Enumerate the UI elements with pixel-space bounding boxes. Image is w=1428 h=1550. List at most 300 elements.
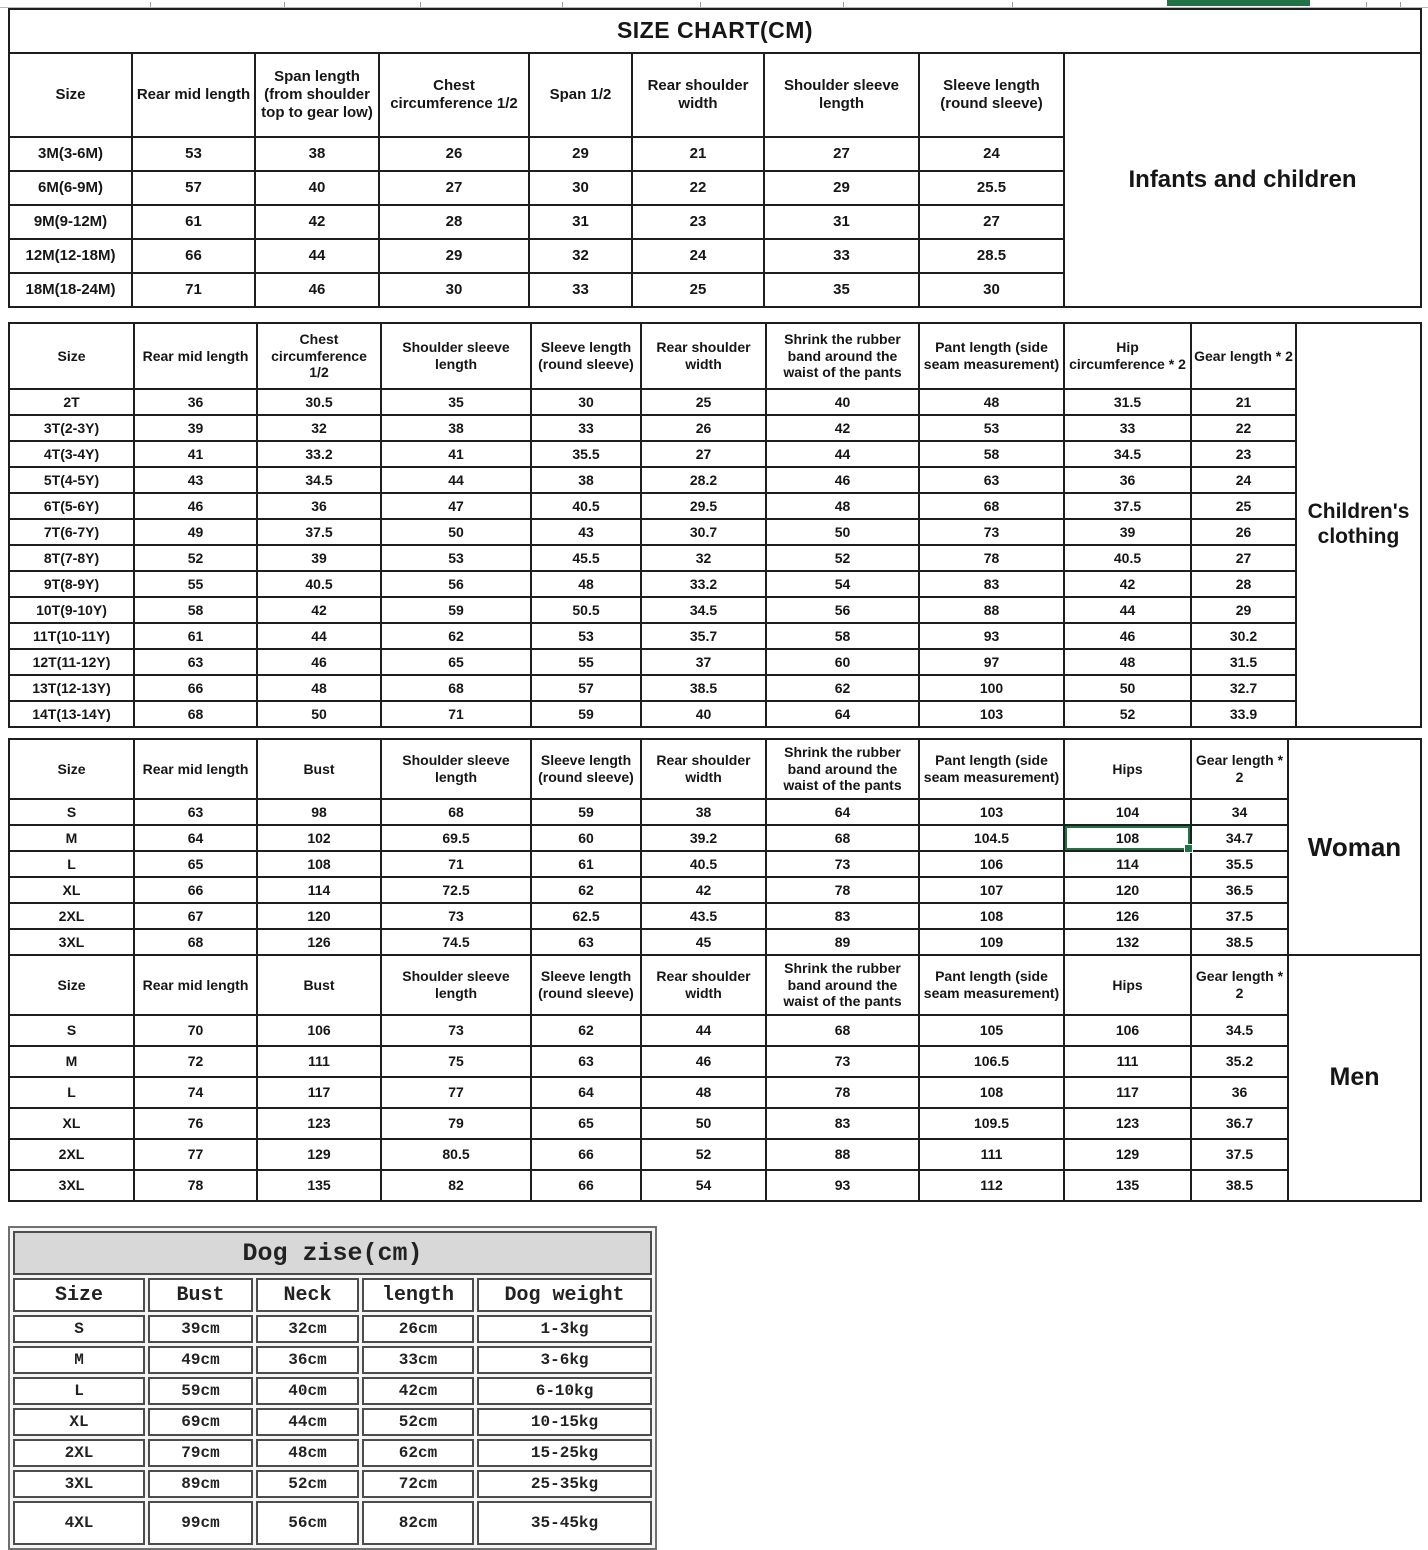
value-cell: 52 xyxy=(766,545,919,571)
value-cell: 54 xyxy=(641,1170,766,1201)
value-cell: 46 xyxy=(257,649,381,675)
column-header: Gear length * 2 xyxy=(1191,955,1288,1015)
column-header: Shrink the rubber band around the waist of the pants xyxy=(766,739,919,799)
value-cell: 23 xyxy=(632,205,764,239)
value-cell: 25-35kg xyxy=(477,1470,652,1498)
table-row xyxy=(9,597,1421,623)
value-cell: 42 xyxy=(766,415,919,441)
value-cell: 25.5 xyxy=(919,171,1064,205)
value-cell: 37.5 xyxy=(1064,493,1191,519)
value-cell: 75 xyxy=(381,1046,531,1077)
value-cell: 53 xyxy=(381,545,531,571)
column-header: Size xyxy=(9,323,134,389)
column-header: Hips xyxy=(1064,739,1191,799)
value-cell: 29 xyxy=(1191,597,1296,623)
size-cell: L xyxy=(13,1377,145,1405)
value-cell: 48 xyxy=(641,1077,766,1108)
children-size-table xyxy=(8,322,1422,728)
size-chart-title: SIZE CHART(CM) xyxy=(9,9,1421,53)
value-cell: 76 xyxy=(134,1108,257,1139)
column-header: Pant length (side seam measurement) xyxy=(919,739,1064,799)
column-header: Shoulder sleeve length xyxy=(381,739,531,799)
size-cell: 11T(10-11Y) xyxy=(9,623,134,649)
value-cell: 123 xyxy=(257,1108,381,1139)
column-header: length xyxy=(362,1278,474,1312)
size-cell: 7T(6-7Y) xyxy=(9,519,134,545)
value-cell: 40 xyxy=(641,701,766,727)
header-row xyxy=(9,323,1421,389)
value-cell: 38.5 xyxy=(1191,1170,1288,1201)
value-cell: 41 xyxy=(134,441,257,467)
value-cell: 48 xyxy=(919,389,1064,415)
column-header: Shoulder sleeve length xyxy=(381,955,531,1015)
value-cell: 104 xyxy=(1064,799,1191,825)
value-cell: 106.5 xyxy=(919,1046,1064,1077)
value-cell: 43.5 xyxy=(641,903,766,929)
value-cell: 77 xyxy=(134,1139,257,1170)
size-cell: S xyxy=(9,1015,134,1046)
value-cell: 53 xyxy=(132,137,255,171)
value-cell: 52cm xyxy=(362,1408,474,1436)
value-cell: 114 xyxy=(257,877,381,903)
value-cell: 31 xyxy=(764,205,919,239)
table-row xyxy=(9,701,1421,727)
header-row xyxy=(9,955,1421,1015)
value-cell: 62cm xyxy=(362,1439,474,1467)
value-cell: 34 xyxy=(1191,799,1288,825)
value-cell: 54 xyxy=(766,571,919,597)
value-cell: 40cm xyxy=(256,1377,359,1405)
value-cell: 129 xyxy=(1064,1139,1191,1170)
dog-size-table xyxy=(8,1226,657,1550)
table-row xyxy=(9,493,1421,519)
value-cell: 23 xyxy=(1191,441,1296,467)
value-cell: 49 xyxy=(134,519,257,545)
value-cell: 66 xyxy=(132,239,255,273)
value-cell: 65 xyxy=(531,1108,641,1139)
value-cell: 48 xyxy=(1064,649,1191,675)
value-cell: 64 xyxy=(531,1077,641,1108)
selection-extent-indicator xyxy=(1167,0,1310,6)
value-cell: 58 xyxy=(766,623,919,649)
value-cell: 40.5 xyxy=(1064,545,1191,571)
column-header: Sleeve length (round sleeve) xyxy=(531,739,641,799)
value-cell: 24 xyxy=(1191,467,1296,493)
value-cell: 40.5 xyxy=(257,571,381,597)
value-cell: 44 xyxy=(255,239,379,273)
column-header: Dog weight xyxy=(477,1278,652,1312)
table-row xyxy=(9,519,1421,545)
value-cell: 37.5 xyxy=(257,519,381,545)
value-cell: 37 xyxy=(641,649,766,675)
value-cell: 33.2 xyxy=(257,441,381,467)
value-cell: 103 xyxy=(919,701,1064,727)
value-cell: 106 xyxy=(257,1015,381,1046)
size-cell: 3XL xyxy=(9,929,134,955)
size-cell: 4T(3-4Y) xyxy=(9,441,134,467)
value-cell: 58 xyxy=(919,441,1064,467)
value-cell: 36 xyxy=(1064,467,1191,493)
value-cell: 69cm xyxy=(148,1408,253,1436)
column-header: Shrink the rubber band around the waist of the pants xyxy=(766,955,919,1015)
value-cell: 104.5 xyxy=(919,825,1064,851)
value-cell: 97 xyxy=(919,649,1064,675)
column-header: Rear shoulder width xyxy=(641,323,766,389)
value-cell: 45 xyxy=(641,929,766,955)
value-cell: 67 xyxy=(134,903,257,929)
value-cell: 52 xyxy=(134,545,257,571)
value-cell: 59 xyxy=(531,701,641,727)
size-cell: 2T xyxy=(9,389,134,415)
value-cell: 40 xyxy=(766,389,919,415)
value-cell: 69.5 xyxy=(381,825,531,851)
value-cell: 6-10kg xyxy=(477,1377,652,1405)
value-cell: 39 xyxy=(1064,519,1191,545)
value-cell: 77 xyxy=(381,1077,531,1108)
size-cell: XL xyxy=(9,1108,134,1139)
table-row xyxy=(9,649,1421,675)
value-cell: 27 xyxy=(1191,545,1296,571)
size-cell: 3XL xyxy=(13,1470,145,1498)
table-row xyxy=(9,929,1421,955)
value-cell: 42cm xyxy=(362,1377,474,1405)
value-cell: 83 xyxy=(919,571,1064,597)
table-row xyxy=(13,1501,652,1545)
value-cell: 25 xyxy=(1191,493,1296,519)
value-cell: 56cm xyxy=(256,1501,359,1545)
value-cell: 120 xyxy=(257,903,381,929)
value-cell: 106 xyxy=(1064,1015,1191,1046)
table-row xyxy=(13,1377,652,1405)
table-row xyxy=(9,1046,1421,1077)
value-cell: 61 xyxy=(134,623,257,649)
value-cell: 71 xyxy=(381,701,531,727)
value-cell: 50.5 xyxy=(531,597,641,623)
value-cell: 79cm xyxy=(148,1439,253,1467)
value-cell: 35 xyxy=(764,273,919,307)
size-cell: 14T(13-14Y) xyxy=(9,701,134,727)
size-cell: 18M(18-24M) xyxy=(9,273,132,307)
value-cell: 72.5 xyxy=(381,877,531,903)
value-cell: 46 xyxy=(134,493,257,519)
value-cell: 132 xyxy=(1064,929,1191,955)
value-cell: 62 xyxy=(766,675,919,701)
group-label-infants: Infants and children xyxy=(1064,53,1421,307)
column-header: Size xyxy=(9,955,134,1015)
value-cell: 61 xyxy=(132,205,255,239)
value-cell: 34.7 xyxy=(1191,825,1288,851)
value-cell: 126 xyxy=(257,929,381,955)
value-cell: 88 xyxy=(766,1139,919,1170)
value-cell: 30 xyxy=(529,171,632,205)
value-cell: 50 xyxy=(381,519,531,545)
value-cell: 109 xyxy=(919,929,1064,955)
value-cell: 39cm xyxy=(148,1315,253,1343)
value-cell: 33 xyxy=(764,239,919,273)
value-cell: 66 xyxy=(531,1170,641,1201)
value-cell: 52 xyxy=(1064,701,1191,727)
value-cell: 46 xyxy=(1064,623,1191,649)
value-cell: 36.5 xyxy=(1191,877,1288,903)
value-cell: 111 xyxy=(1064,1046,1191,1077)
value-cell: 68 xyxy=(134,701,257,727)
value-cell: 44 xyxy=(1064,597,1191,623)
table-row xyxy=(13,1346,652,1374)
column-header: Size xyxy=(9,739,134,799)
value-cell: 71 xyxy=(381,851,531,877)
value-cell: 98 xyxy=(257,799,381,825)
value-cell: 65 xyxy=(134,851,257,877)
value-cell: 22 xyxy=(632,171,764,205)
size-cell: 4XL xyxy=(13,1501,145,1545)
column-header: Rear mid length xyxy=(134,739,257,799)
value-cell: 37.5 xyxy=(1191,1139,1288,1170)
value-cell: 78 xyxy=(919,545,1064,571)
value-cell: 68 xyxy=(766,1015,919,1046)
value-cell: 59cm xyxy=(148,1377,253,1405)
value-cell: 55 xyxy=(531,649,641,675)
adults-size-table xyxy=(8,738,1422,1202)
value-cell: 79 xyxy=(381,1108,531,1139)
value-cell: 3-6kg xyxy=(477,1346,652,1374)
value-cell: 22 xyxy=(1191,415,1296,441)
value-cell: 30 xyxy=(379,273,529,307)
value-cell: 36 xyxy=(1191,1077,1288,1108)
value-cell: 50 xyxy=(257,701,381,727)
value-cell: 30.5 xyxy=(257,389,381,415)
value-cell: 70 xyxy=(134,1015,257,1046)
table-row xyxy=(9,1108,1421,1139)
value-cell: 48cm xyxy=(256,1439,359,1467)
table-row xyxy=(9,903,1421,929)
value-cell: 32 xyxy=(257,415,381,441)
value-cell: 48 xyxy=(257,675,381,701)
value-cell: 30.7 xyxy=(641,519,766,545)
value-cell: 73 xyxy=(381,1015,531,1046)
column-header: Span 1/2 xyxy=(529,53,632,137)
value-cell: 58 xyxy=(134,597,257,623)
table-row xyxy=(9,467,1421,493)
table-row xyxy=(13,1408,652,1436)
value-cell: 32 xyxy=(529,239,632,273)
value-cell: 35 xyxy=(381,389,531,415)
value-cell: 48 xyxy=(766,493,919,519)
value-cell: 102 xyxy=(257,825,381,851)
value-cell: 21 xyxy=(632,137,764,171)
value-cell: 44 xyxy=(381,467,531,493)
value-cell: 36cm xyxy=(256,1346,359,1374)
value-cell: 114 xyxy=(1064,851,1191,877)
column-header: Sleeve length (round sleeve) xyxy=(531,955,641,1015)
header-row xyxy=(13,1278,652,1312)
value-cell: 46 xyxy=(641,1046,766,1077)
column-header: Shoulder sleeve length xyxy=(381,323,531,389)
table-row xyxy=(9,1015,1421,1046)
size-cell: 3T(2-3Y) xyxy=(9,415,134,441)
value-cell: 108 xyxy=(919,903,1064,929)
value-cell: 74 xyxy=(134,1077,257,1108)
value-cell: 78 xyxy=(766,877,919,903)
value-cell: 103 xyxy=(919,799,1064,825)
value-cell: 1-3kg xyxy=(477,1315,652,1343)
column-header: Pant length (side seam measurement) xyxy=(919,955,1064,1015)
value-cell: 112 xyxy=(919,1170,1064,1201)
value-cell: 41 xyxy=(381,441,531,467)
value-cell: 38.5 xyxy=(1191,929,1288,955)
column-header: Size xyxy=(9,53,132,137)
value-cell: 50 xyxy=(766,519,919,545)
value-cell: 39.2 xyxy=(641,825,766,851)
value-cell: 35.5 xyxy=(1191,851,1288,877)
value-cell: 29 xyxy=(764,171,919,205)
header-row xyxy=(9,739,1421,799)
value-cell: 49cm xyxy=(148,1346,253,1374)
value-cell: 59 xyxy=(381,597,531,623)
size-cell: 6T(5-6Y) xyxy=(9,493,134,519)
value-cell: 107 xyxy=(919,877,1064,903)
value-cell: 30 xyxy=(919,273,1064,307)
size-cell: 3M(3-6M) xyxy=(9,137,132,171)
value-cell: 40.5 xyxy=(531,493,641,519)
value-cell: 29.5 xyxy=(641,493,766,519)
column-header: Rear mid length xyxy=(132,53,255,137)
value-cell: 47 xyxy=(381,493,531,519)
value-cell: 26cm xyxy=(362,1315,474,1343)
value-cell: 99cm xyxy=(148,1501,253,1545)
value-cell: 34.5 xyxy=(641,597,766,623)
value-cell: 66 xyxy=(134,675,257,701)
table-row xyxy=(9,825,1421,851)
value-cell: 64 xyxy=(766,701,919,727)
column-header: Gear length * 2 xyxy=(1191,739,1288,799)
value-cell: 27 xyxy=(641,441,766,467)
value-cell: 82cm xyxy=(362,1501,474,1545)
column-header: Neck xyxy=(256,1278,359,1312)
value-cell: 35.7 xyxy=(641,623,766,649)
value-cell: 71 xyxy=(132,273,255,307)
value-cell: 28.5 xyxy=(919,239,1064,273)
selected-cell: 108 xyxy=(1064,825,1191,851)
column-header: Sleeve length (round sleeve) xyxy=(531,323,641,389)
value-cell: 64 xyxy=(134,825,257,851)
table-row xyxy=(13,1315,652,1343)
table-row xyxy=(13,1470,652,1498)
value-cell: 62 xyxy=(531,877,641,903)
value-cell: 35.2 xyxy=(1191,1046,1288,1077)
value-cell: 72cm xyxy=(362,1470,474,1498)
value-cell: 36.7 xyxy=(1191,1108,1288,1139)
size-cell: XL xyxy=(13,1408,145,1436)
title-row xyxy=(9,9,1421,53)
value-cell: 33.9 xyxy=(1191,701,1296,727)
value-cell: 111 xyxy=(257,1046,381,1077)
value-cell: 28 xyxy=(379,205,529,239)
column-header: Bust xyxy=(148,1278,253,1312)
value-cell: 38.5 xyxy=(641,675,766,701)
value-cell: 39 xyxy=(134,415,257,441)
table-row xyxy=(9,1139,1421,1170)
value-cell: 64 xyxy=(766,799,919,825)
size-cell: 2XL xyxy=(9,1139,134,1170)
value-cell: 30.2 xyxy=(1191,623,1296,649)
value-cell: 28.2 xyxy=(641,467,766,493)
value-cell: 60 xyxy=(531,825,641,851)
value-cell: 62 xyxy=(531,1015,641,1046)
value-cell: 129 xyxy=(257,1139,381,1170)
value-cell: 111 xyxy=(919,1139,1064,1170)
value-cell: 33 xyxy=(531,415,641,441)
group-label-woman: Woman xyxy=(1288,739,1421,955)
value-cell: 106 xyxy=(919,851,1064,877)
value-cell: 120 xyxy=(1064,877,1191,903)
value-cell: 59 xyxy=(531,799,641,825)
size-cell: 5T(4-5Y) xyxy=(9,467,134,493)
table-row xyxy=(9,545,1421,571)
value-cell: 36 xyxy=(134,389,257,415)
value-cell: 68 xyxy=(919,493,1064,519)
value-cell: 44 xyxy=(641,1015,766,1046)
value-cell: 83 xyxy=(766,903,919,929)
value-cell: 24 xyxy=(919,137,1064,171)
value-cell: 32 xyxy=(641,545,766,571)
size-cell: 9M(9-12M) xyxy=(9,205,132,239)
value-cell: 38 xyxy=(381,415,531,441)
value-cell: 37.5 xyxy=(1191,903,1288,929)
value-cell: 83 xyxy=(766,1108,919,1139)
column-header: Sleeve length (round sleeve) xyxy=(919,53,1064,137)
size-cell: 12T(11-12Y) xyxy=(9,649,134,675)
value-cell: 80.5 xyxy=(381,1139,531,1170)
value-cell: 123 xyxy=(1064,1108,1191,1139)
value-cell: 73 xyxy=(919,519,1064,545)
value-cell: 66 xyxy=(134,877,257,903)
table-row xyxy=(9,1170,1421,1201)
column-header: Hips xyxy=(1064,955,1191,1015)
value-cell: 57 xyxy=(531,675,641,701)
value-cell: 39 xyxy=(257,545,381,571)
value-cell: 117 xyxy=(257,1077,381,1108)
value-cell: 126 xyxy=(1064,903,1191,929)
value-cell: 74.5 xyxy=(381,929,531,955)
value-cell: 55 xyxy=(134,571,257,597)
value-cell: 78 xyxy=(766,1077,919,1108)
value-cell: 61 xyxy=(531,851,641,877)
value-cell: 34.5 xyxy=(1064,441,1191,467)
column-header: Rear mid length xyxy=(134,323,257,389)
value-cell: 63 xyxy=(531,929,641,955)
value-cell: 38 xyxy=(531,467,641,493)
table-row xyxy=(9,571,1421,597)
value-cell: 62 xyxy=(381,623,531,649)
value-cell: 42 xyxy=(257,597,381,623)
value-cell: 52 xyxy=(641,1139,766,1170)
value-cell: 100 xyxy=(919,675,1064,701)
value-cell: 33 xyxy=(529,273,632,307)
value-cell: 26 xyxy=(1191,519,1296,545)
table-row xyxy=(9,675,1421,701)
size-cell: M xyxy=(13,1346,145,1374)
value-cell: 105 xyxy=(919,1015,1064,1046)
column-header: Span length (from shoulder top to gear low) xyxy=(255,53,379,137)
value-cell: 43 xyxy=(134,467,257,493)
column-header: Size xyxy=(13,1278,145,1312)
value-cell: 25 xyxy=(632,273,764,307)
value-cell: 63 xyxy=(531,1046,641,1077)
column-header: Rear shoulder width xyxy=(641,739,766,799)
column-header: Chest circumference 1/2 xyxy=(379,53,529,137)
column-header: Pant length (side seam measurement) xyxy=(919,323,1064,389)
column-header: Rear shoulder width xyxy=(632,53,764,137)
